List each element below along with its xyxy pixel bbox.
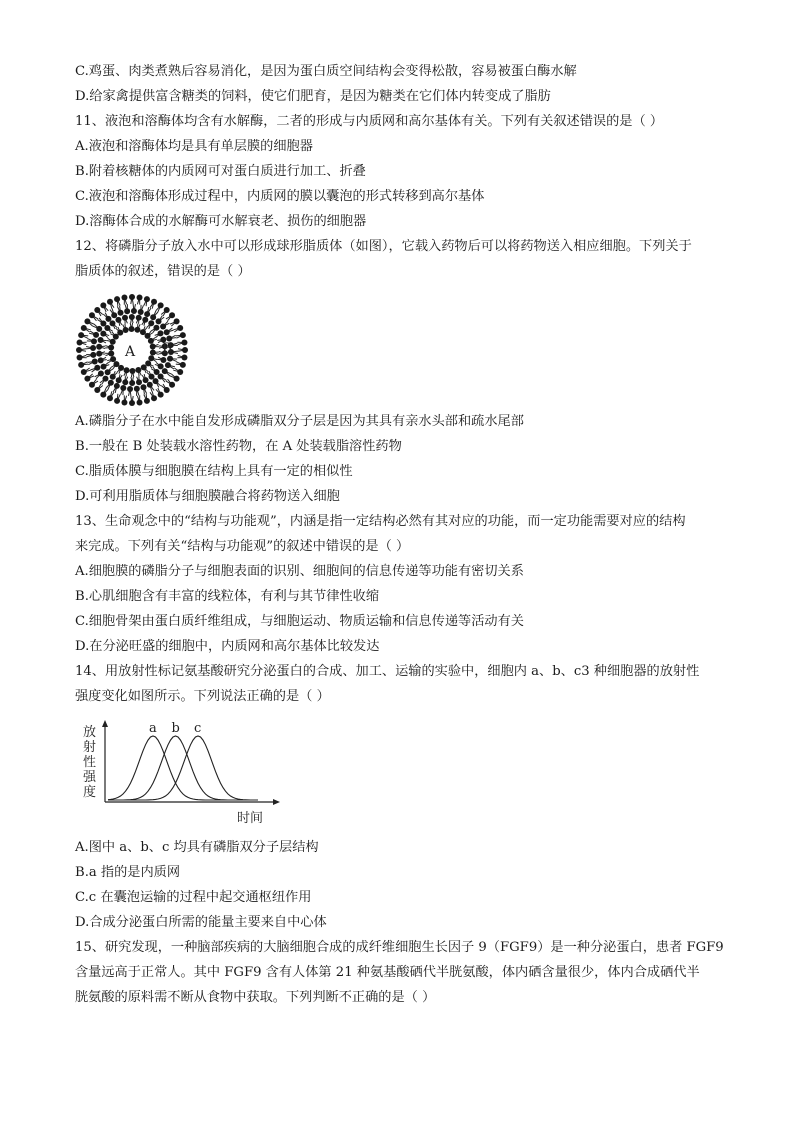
curve-b xyxy=(108,736,258,800)
phospholipid-head xyxy=(181,355,187,361)
phospholipid-head xyxy=(140,384,146,390)
phospholipid-head xyxy=(100,331,106,337)
phospholipid-head xyxy=(90,352,96,358)
phospholipid-head xyxy=(153,325,159,331)
phospholipid-head xyxy=(147,382,153,388)
phospholipid-head xyxy=(108,380,114,386)
phospholipid-head xyxy=(134,327,140,333)
phospholipid-head xyxy=(96,326,102,332)
phospholipid-head xyxy=(111,312,117,318)
phospholipid-head xyxy=(102,376,108,382)
phospholipid-head xyxy=(110,374,116,380)
phospholipid-head xyxy=(160,323,166,329)
question-15-stem-line1: 15、研究发现，一种脑部疾病的大脑细胞合成的成纤维细胞生长因子 9（FGF9）是一种分泌蛋白，患者 FGF9 xyxy=(75,940,724,955)
phospholipid-head xyxy=(84,318,90,324)
phospholipid-head xyxy=(122,315,128,321)
phospholipid-head xyxy=(110,339,116,345)
option-14c: C.c 在囊泡运输的过程中起交通枢纽作用 xyxy=(75,890,312,905)
question-14-stem-line1: 14、用放射性标记氨基酸研究分泌蛋白的合成、加工、运输的实验中，细胞内 a、b、c3 种细胞器的放射性 xyxy=(75,664,700,679)
option-12b: B.一般在 B 处装载水溶性药物，在 A 处装载脂溶性药物 xyxy=(75,439,402,454)
phospholipid-head xyxy=(169,382,175,388)
phospholipid-head xyxy=(143,377,149,383)
phospholipid-head xyxy=(150,350,156,356)
phospholipid-head xyxy=(136,315,142,321)
phospholipid-head xyxy=(96,344,102,350)
chart-curves xyxy=(108,721,258,800)
phospholipid-head xyxy=(137,399,143,405)
phospholipid-head xyxy=(94,307,100,313)
phospholipid-head xyxy=(98,371,104,377)
phospholipid-head xyxy=(138,309,144,315)
option-14b: B.a 指的是内质网 xyxy=(75,865,181,880)
question-12-stem-line1: 12、将磷脂分子放入水中可以形成球形脂质体（如图），它载入药物后可以将药物送入相应细胞。下列关于 xyxy=(75,239,692,254)
phospholipid-head xyxy=(81,325,87,331)
phospholipid-head xyxy=(94,387,100,393)
curve-label-a: a xyxy=(149,721,157,736)
phospholipid-head xyxy=(78,362,84,368)
question-15-stem-line3: 胱氨酸的原料需不断从食物中获取。下列判断不正确的是（ ） xyxy=(75,990,436,1005)
phospholipid-head xyxy=(158,374,164,380)
liposome-diagram xyxy=(70,290,195,410)
phospholipid-head xyxy=(160,357,166,363)
phospholipid-head xyxy=(174,376,180,382)
phospholipid-head xyxy=(145,333,151,339)
phospholipid-head xyxy=(113,361,119,367)
phospholipid-head xyxy=(148,355,154,361)
phospholipid-head xyxy=(121,399,127,405)
phospholipid-head xyxy=(164,307,170,313)
phospholipid-head xyxy=(117,330,123,336)
y-axis-arrow xyxy=(102,720,108,727)
phospholipid-head xyxy=(181,339,187,345)
phospholipid-head xyxy=(89,312,95,318)
phospholipid-head xyxy=(144,296,150,302)
phospholipid-head xyxy=(137,295,143,301)
phospholipid-head xyxy=(100,392,106,398)
phospholipid-head xyxy=(77,339,83,345)
phospholipid-head xyxy=(141,364,147,370)
phospholipid-head xyxy=(91,338,97,344)
curve-label-c: c xyxy=(194,721,202,736)
option-11d: D.溶酶体合成的水解酶可水解衰老、损伤的细胞器 xyxy=(75,214,367,229)
phospholipid-head xyxy=(180,332,186,338)
phospholipid-head xyxy=(100,320,106,326)
phospholipid-head xyxy=(135,367,141,373)
phospholipid-head xyxy=(174,318,180,324)
phospholipid-head xyxy=(121,295,127,301)
phospholipid-head xyxy=(84,376,90,382)
phospholipid-head xyxy=(140,329,146,335)
question-11-stem: 11、液泡和溶酶体均含有水解酶，二者的形成与内质网和高尔基体有关。下列有关叙述错误的是（ ） xyxy=(75,114,664,129)
phospholipid-head xyxy=(94,365,100,371)
phospholipid-head xyxy=(177,369,183,375)
phospholipid-head xyxy=(122,379,128,385)
phospholipid-head xyxy=(108,344,114,350)
phospholipid-head xyxy=(110,356,116,362)
phospholipid-head xyxy=(92,358,98,364)
phospholipid-head xyxy=(107,299,113,305)
option-12a: A.磷脂分子在水中能自发形成磷脂双分子层是因为其具有亲水头部和疏水尾部 xyxy=(75,414,524,429)
curve-label-b: b xyxy=(171,721,180,736)
phospholipid-head xyxy=(150,314,156,320)
y-axis-char: 性 xyxy=(83,755,97,770)
liposome-figure xyxy=(70,290,195,410)
phospholipid-head xyxy=(114,296,120,302)
option-11a: A.液泡和溶酶体均是具有单层膜的细胞器 xyxy=(75,139,313,154)
y-axis-char: 度 xyxy=(83,785,97,800)
phospholipid-head xyxy=(150,344,156,350)
phospholipid-head xyxy=(127,386,133,392)
phospholipid-head xyxy=(131,308,137,314)
phospholipid-head xyxy=(100,364,106,370)
phospholipid-head xyxy=(118,310,124,316)
phospholipid-head xyxy=(81,369,87,375)
phospholipid-head xyxy=(113,334,119,340)
phospholipid-head xyxy=(162,368,168,374)
phospholipid-head xyxy=(114,398,120,404)
x-axis-title: 时间 xyxy=(237,811,264,826)
option-12c: C.脂质体膜与细胞膜在结构上具有一定的相似性 xyxy=(75,464,353,479)
phospholipid-head xyxy=(151,395,157,401)
radioactivity-chart-svg xyxy=(75,718,285,830)
liposome-label-a: A xyxy=(125,344,136,360)
phospholipid-head xyxy=(114,383,120,389)
option-14d: D.合成分泌蛋白所需的能量主要来自中心体 xyxy=(75,915,327,930)
phospholipid-head xyxy=(144,398,150,404)
phospholipid-head xyxy=(108,350,114,356)
option-12d: D.可利用脂质体与细胞膜融合将药物送入细胞 xyxy=(75,489,340,504)
y-axis-char: 射 xyxy=(83,740,97,755)
radioactivity-chart xyxy=(75,718,285,830)
option-10c: C.鸡蛋、肉类煮熟后容易消化，是因为蛋白质空间结构会变得松散，容易被蛋白酶水解 xyxy=(75,64,577,79)
option-14a: A.图中 a、b、c 均具有磷脂双分子层结构 xyxy=(75,840,319,855)
phospholipid-head xyxy=(120,385,126,391)
phospholipid-head xyxy=(136,379,142,385)
x-axis-arrow xyxy=(273,799,280,805)
phospholipid-head xyxy=(105,369,111,375)
phospholipid-head xyxy=(116,377,122,383)
question-15-stem-line2: 含量远高于正常人。其中 FGF9 含有人体第 21 种氨基酸硒代半胱氨酸，体内硒含量很少，体内合成硒代半 xyxy=(75,965,700,980)
phospholipid-head xyxy=(142,317,148,323)
phospholipid-head xyxy=(93,332,99,338)
phospholipid-head xyxy=(148,320,154,326)
phospholipid-head xyxy=(164,387,170,393)
phospholipid-head xyxy=(105,316,111,322)
phospholipid-head xyxy=(98,357,104,363)
phospholipid-head xyxy=(153,378,159,384)
y-axis-char: 放 xyxy=(83,725,97,740)
phospholipid-head xyxy=(158,363,164,369)
phospholipid-head xyxy=(129,400,135,406)
phospholipid-head xyxy=(129,380,135,386)
phospholipid-head xyxy=(124,308,130,314)
phospholipid-head xyxy=(98,337,104,343)
phospholipid-head xyxy=(89,382,95,388)
phospholipid-head xyxy=(78,332,84,338)
phospholipid-head xyxy=(182,347,188,353)
phospholipid-head xyxy=(77,355,83,361)
phospholipid-head xyxy=(100,302,106,308)
phospholipid-head xyxy=(158,302,164,308)
phospholipid-head xyxy=(107,395,113,401)
phospholipid-head xyxy=(158,392,164,398)
phospholipid-head xyxy=(129,368,135,374)
phospholipid-head xyxy=(156,318,162,324)
phospholipid-head xyxy=(177,325,183,331)
phospholipid-head xyxy=(129,294,135,300)
phospholipid-head xyxy=(158,330,164,336)
option-13c: C.细胞骨架由蛋白质纤维组成，与细胞运动、物质运输和信息传递等活动有关 xyxy=(75,614,524,629)
option-10d: D.给家禽提供富含糖类的饲料，使它们肥育，是因为糖类在它们体内转变成了脂肪 xyxy=(75,89,551,104)
phospholipid-head xyxy=(145,360,151,366)
y-axis-char: 强 xyxy=(83,770,97,785)
question-12-stem-line2: 脂质体的叙述，错误的是（ ） xyxy=(75,264,251,279)
phospholipid-head xyxy=(154,369,160,375)
question-13-stem-line2: 来完成。下列有关“结构与功能观”的叙述中错误的是（ ） xyxy=(75,539,410,554)
phospholipid-head xyxy=(104,325,110,331)
phospholipid-head xyxy=(118,365,124,371)
option-11c: C.液泡和溶酶体形成过程中，内质网的膜以囊泡的形式转移到高尔基体 xyxy=(75,189,485,204)
phospholipid-head xyxy=(164,329,170,335)
phospholipid-head xyxy=(129,326,135,332)
option-13d: D.在分泌旺盛的细胞中，内质网和高尔基体比较发达 xyxy=(75,639,380,654)
liposome-label-b: B xyxy=(162,341,173,357)
phospholipid-head xyxy=(115,317,121,323)
phospholipid-head xyxy=(90,345,96,351)
phospholipid-head xyxy=(169,312,175,318)
phospholipid-head xyxy=(165,362,171,368)
option-11b: B.附着核糖体的内质网可对蛋白质进行加工、折叠 xyxy=(75,164,366,179)
question-13-stem-line1: 13、生命观念中的“结构与功能观”，内涵是指一定结构必然有其对应的功能，而一定功能需要对应的结构 xyxy=(75,514,686,529)
phospholipid-head xyxy=(96,351,102,357)
phospholipid-head xyxy=(149,374,155,380)
phospholipid-head xyxy=(123,327,129,333)
phospholipid-head xyxy=(124,367,130,373)
y-axis-title xyxy=(83,725,97,800)
phospholipid-head xyxy=(151,299,157,305)
phospholipid-head xyxy=(109,320,115,326)
question-14-stem-line2: 强度变化如图所示。下列说法正确的是（ ） xyxy=(75,689,330,704)
phospholipid-head xyxy=(134,386,140,392)
phospholipid-head xyxy=(180,362,186,368)
phospholipid-head xyxy=(129,314,135,320)
option-13b: B.心肌细胞含有丰富的线粒体，有利与其节律性收缩 xyxy=(75,589,380,604)
phospholipid-head xyxy=(76,347,82,353)
phospholipid-head xyxy=(144,311,150,317)
phospholipid-head xyxy=(148,338,154,344)
option-13a: A.细胞膜的磷脂分子与细胞表面的识别、细胞间的信息传递等功能有密切关系 xyxy=(75,564,524,579)
